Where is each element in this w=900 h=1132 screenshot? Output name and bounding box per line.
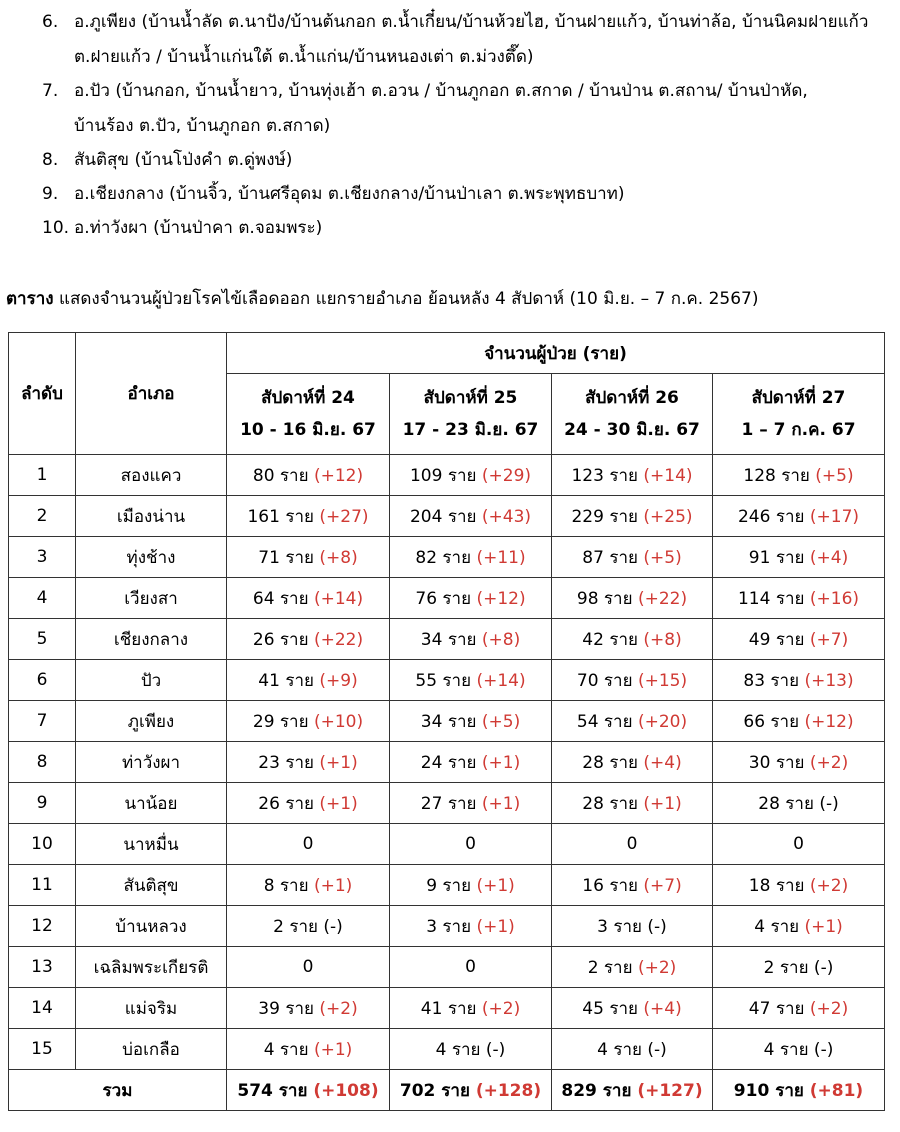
case-count: 161 ราย bbox=[247, 506, 314, 527]
case-delta: (+8) bbox=[643, 629, 682, 650]
case-delta: (+1) bbox=[481, 752, 521, 773]
case-cell bbox=[227, 660, 390, 701]
week-title: สัปดาห์ที่ 26 bbox=[585, 388, 679, 408]
list-item bbox=[0, 211, 900, 246]
case-delta: (+43) bbox=[481, 506, 532, 527]
table-row bbox=[9, 783, 885, 824]
case-cell bbox=[390, 701, 552, 742]
case-delta: (+17) bbox=[809, 506, 860, 527]
case-count: 26 ราย bbox=[252, 629, 309, 650]
total-cell bbox=[552, 1070, 713, 1111]
case-count: 229 ราย bbox=[571, 506, 638, 527]
total-delta: (+81) bbox=[809, 1080, 864, 1101]
table-row bbox=[9, 578, 885, 619]
case-cell bbox=[552, 660, 713, 701]
case-delta: (+14) bbox=[476, 670, 526, 691]
total-value: 910 ราย bbox=[733, 1080, 804, 1101]
case-cell bbox=[227, 947, 390, 988]
table-body bbox=[9, 455, 885, 1070]
case-count: 24 ราย bbox=[420, 752, 477, 773]
case-delta: (+8) bbox=[481, 629, 521, 650]
case-count: 0 bbox=[302, 834, 314, 854]
case-delta: (+1) bbox=[319, 793, 358, 814]
case-delta: (+5) bbox=[643, 547, 682, 568]
row-number: 2 bbox=[9, 496, 76, 537]
table-row bbox=[9, 947, 885, 988]
caption-label: ตาราง bbox=[6, 289, 54, 309]
list-item-number: 8. bbox=[42, 150, 59, 170]
row-district: ท่าวังผา bbox=[76, 742, 227, 783]
case-count: 64 ราย bbox=[252, 588, 309, 609]
case-cell bbox=[227, 578, 390, 619]
case-delta: (+5) bbox=[481, 711, 521, 732]
case-delta: (+7) bbox=[643, 875, 682, 896]
case-count: 2 ราย (-) bbox=[763, 957, 834, 978]
case-count: 4 ราย (-) bbox=[763, 1039, 834, 1060]
case-cell bbox=[390, 496, 552, 537]
case-count: 9 ราย bbox=[426, 875, 472, 896]
case-cell bbox=[713, 742, 885, 783]
list-item-text: ต.ฝายแก้ว / บ้านน้ำแก่นใต้ ต.น้ำแก่น/บ้านหนองเต่า ต.ม่วงตึ๊ด) bbox=[74, 47, 534, 67]
row-number: 9 bbox=[9, 783, 76, 824]
list-item-text: สันติสุข (บ้านโป่งคำ ต.ดู่พงษ์) bbox=[74, 150, 293, 170]
row-district: นาหมื่น bbox=[76, 824, 227, 865]
case-delta: (+1) bbox=[804, 916, 843, 937]
case-delta: (+4) bbox=[809, 547, 849, 568]
table-row bbox=[9, 619, 885, 660]
list-item-text: อ.ปัว (บ้านกอก, บ้านน้ำยาว, บ้านทุ่งเฮ้า ต.อวน / บ้านภูกอก ต.สกาด / บ้านป่าน ต.สถาน/ บ้านป่าหัด, bbox=[74, 81, 808, 101]
header-patients: จำนวนผู้ป่วย (ราย) bbox=[227, 333, 885, 374]
case-cell bbox=[390, 824, 552, 865]
case-count: 41 ราย bbox=[258, 670, 314, 691]
case-count: 47 ราย bbox=[748, 998, 805, 1019]
case-count: 4 ราย bbox=[263, 1039, 309, 1060]
case-delta: (+2) bbox=[481, 998, 521, 1019]
dengue-table bbox=[8, 332, 885, 1111]
total-value: 574 ราย bbox=[237, 1080, 308, 1101]
row-district: เชียงกลาง bbox=[76, 619, 227, 660]
case-count: 16 ราย bbox=[582, 875, 638, 896]
row-number: 14 bbox=[9, 988, 76, 1029]
row-number: 12 bbox=[9, 906, 76, 947]
case-count: 0 bbox=[465, 834, 476, 854]
case-delta: (+4) bbox=[643, 998, 682, 1019]
case-count: 34 ราย bbox=[420, 711, 477, 732]
case-count: 0 bbox=[793, 834, 804, 854]
case-cell bbox=[713, 578, 885, 619]
case-cell bbox=[713, 947, 885, 988]
case-cell bbox=[713, 455, 885, 496]
case-count: 23 ราย bbox=[258, 752, 314, 773]
row-district: ทุ่งช้าง bbox=[76, 537, 227, 578]
case-delta: (+1) bbox=[313, 875, 353, 896]
case-cell bbox=[552, 742, 713, 783]
row-number: 6 bbox=[9, 660, 76, 701]
case-cell bbox=[713, 496, 885, 537]
case-cell bbox=[227, 988, 390, 1029]
case-cell bbox=[713, 537, 885, 578]
case-delta: (+10) bbox=[313, 711, 364, 732]
case-cell bbox=[552, 455, 713, 496]
case-delta: (+1) bbox=[481, 793, 521, 814]
case-cell bbox=[713, 824, 885, 865]
case-delta: (+11) bbox=[476, 547, 526, 568]
total-cell bbox=[390, 1070, 552, 1111]
header-district: อำเภอ bbox=[76, 333, 227, 455]
case-cell bbox=[390, 455, 552, 496]
case-cell bbox=[227, 906, 390, 947]
case-delta: (+16) bbox=[809, 588, 860, 609]
row-number: 5 bbox=[9, 619, 76, 660]
case-cell bbox=[227, 1029, 390, 1070]
case-cell bbox=[227, 537, 390, 578]
row-number: 3 bbox=[9, 537, 76, 578]
case-cell bbox=[713, 865, 885, 906]
row-district: เมืองน่าน bbox=[76, 496, 227, 537]
header-week bbox=[390, 374, 552, 455]
total-cell bbox=[713, 1070, 885, 1111]
list-item-number: 7. bbox=[42, 81, 59, 101]
week-range: 17 - 23 มิ.ย. 67 bbox=[402, 420, 539, 440]
case-count: 123 ราย bbox=[571, 465, 638, 486]
case-delta: (+1) bbox=[643, 793, 682, 814]
case-count: 76 ราย bbox=[415, 588, 472, 609]
case-count: 34 ราย bbox=[420, 629, 477, 650]
case-count: 128 ราย bbox=[743, 465, 810, 486]
row-number: 10 bbox=[9, 824, 76, 865]
case-delta: (+14) bbox=[643, 465, 693, 486]
list-item-text: อ.เชียงกลาง (บ้านจิ้ว, บ้านศรีอุดม ต.เชียงกลาง/บ้านป่าเลา ต.พระพุทธบาท) bbox=[74, 184, 625, 204]
case-count: 87 ราย bbox=[582, 547, 638, 568]
case-count: 39 ราย bbox=[258, 998, 314, 1019]
table-row bbox=[9, 906, 885, 947]
case-cell bbox=[390, 865, 552, 906]
total-delta: (+127) bbox=[637, 1080, 703, 1101]
week-range: 24 - 30 มิ.ย. 67 bbox=[564, 420, 700, 440]
row-number: 4 bbox=[9, 578, 76, 619]
case-count: 30 ราย bbox=[748, 752, 805, 773]
case-count: 109 ราย bbox=[409, 465, 477, 486]
table-row bbox=[9, 865, 885, 906]
case-count: 83 ราย bbox=[743, 670, 800, 691]
case-cell bbox=[552, 1029, 713, 1070]
case-count: 42 ราย bbox=[582, 629, 638, 650]
case-count: 0 bbox=[302, 957, 314, 977]
row-number: 8 bbox=[9, 742, 76, 783]
case-cell bbox=[227, 619, 390, 660]
case-count: 4 ราย (-) bbox=[597, 1039, 667, 1060]
case-count: 28 ราย bbox=[582, 793, 638, 814]
case-delta: (+20) bbox=[637, 711, 688, 732]
case-cell bbox=[552, 865, 713, 906]
case-cell bbox=[552, 988, 713, 1029]
row-district: บ่อเกลือ bbox=[76, 1029, 227, 1070]
case-count: 71 ราย bbox=[258, 547, 314, 568]
case-delta: (+7) bbox=[809, 629, 849, 650]
table-row bbox=[9, 455, 885, 496]
list-item-text: บ้านร้อง ต.ปัว, บ้านภูกอก ต.สกาด) bbox=[74, 116, 331, 136]
total-value: 702 ราย bbox=[399, 1080, 470, 1101]
case-count: 41 ราย bbox=[420, 998, 477, 1019]
total-delta: (+128) bbox=[475, 1080, 542, 1101]
case-delta: (+14) bbox=[313, 588, 364, 609]
table-row bbox=[9, 537, 885, 578]
total-row bbox=[9, 1070, 885, 1111]
case-delta: (+12) bbox=[804, 711, 854, 732]
case-cell bbox=[390, 537, 552, 578]
case-count: 18 ราย bbox=[748, 875, 805, 896]
list-item bbox=[0, 74, 900, 144]
case-count: 4 ราย bbox=[754, 916, 800, 937]
header-week bbox=[552, 374, 713, 455]
case-delta: (+22) bbox=[313, 629, 364, 650]
total-value: 829 ราย bbox=[561, 1080, 632, 1101]
case-delta: (+29) bbox=[481, 465, 532, 486]
header-week bbox=[227, 374, 390, 455]
total-cell bbox=[227, 1070, 390, 1111]
row-district: นาน้อย bbox=[76, 783, 227, 824]
case-cell bbox=[552, 701, 713, 742]
table-row bbox=[9, 1029, 885, 1070]
case-count: 246 ราย bbox=[737, 506, 805, 527]
table-row bbox=[9, 701, 885, 742]
case-delta: (+5) bbox=[815, 465, 854, 486]
case-count: 80 ราย bbox=[252, 465, 309, 486]
table-row bbox=[9, 988, 885, 1029]
case-cell bbox=[390, 578, 552, 619]
case-delta: (+2) bbox=[809, 752, 849, 773]
list-item-number: 6. bbox=[42, 12, 59, 32]
case-cell bbox=[713, 660, 885, 701]
list-item-text: อ.ภูเพียง (บ้านน้ำลัด ต.นาปัง/บ้านต้นกอก ต.น้ำเกี๋ยน/บ้านห้วยไฮ, บ้านฝายแก้ว, บ้านท่าล้อ, บ้านนิคมฝายแก้ว bbox=[74, 12, 869, 32]
total-delta: (+108) bbox=[313, 1080, 379, 1101]
header-week bbox=[713, 374, 885, 455]
case-cell bbox=[390, 660, 552, 701]
case-count: 66 ราย bbox=[743, 711, 800, 732]
case-cell bbox=[552, 578, 713, 619]
row-district: แม่จริม bbox=[76, 988, 227, 1029]
case-delta: (+1) bbox=[313, 1039, 353, 1060]
case-count: 49 ราย bbox=[748, 629, 805, 650]
case-cell bbox=[227, 865, 390, 906]
case-count: 0 bbox=[465, 957, 476, 977]
list-item-number: 9. bbox=[42, 184, 59, 204]
table-row bbox=[9, 660, 885, 701]
table-row bbox=[9, 496, 885, 537]
row-district: บ้านหลวง bbox=[76, 906, 227, 947]
week-title: สัปดาห์ที่ 24 bbox=[261, 388, 355, 408]
case-cell bbox=[552, 947, 713, 988]
caption-text: แสดงจำนวนผู้ป่วยโรคไข้เลือดออก แยกรายอำเภอ ย้อนหลัง 4 สัปดาห์ (10 มิ.ย. – 7 ก.ค. 2567) bbox=[53, 289, 759, 309]
case-count: 8 ราย bbox=[263, 875, 309, 896]
case-count: 204 ราย bbox=[409, 506, 477, 527]
case-cell bbox=[552, 824, 713, 865]
list-item bbox=[0, 177, 900, 212]
case-count: 2 ราย (-) bbox=[273, 916, 343, 937]
case-cell bbox=[552, 537, 713, 578]
case-cell bbox=[390, 906, 552, 947]
case-delta: (+22) bbox=[637, 588, 688, 609]
case-count: 54 ราย bbox=[576, 711, 633, 732]
case-delta: (+27) bbox=[319, 506, 369, 527]
case-count: 27 ราย bbox=[420, 793, 477, 814]
case-delta: (+4) bbox=[643, 752, 682, 773]
case-count: 45 ราย bbox=[582, 998, 638, 1019]
case-count: 29 ราย bbox=[252, 711, 309, 732]
case-count: 3 ราย bbox=[426, 916, 472, 937]
table-caption bbox=[6, 285, 759, 312]
case-delta: (+12) bbox=[313, 465, 364, 486]
case-cell bbox=[713, 701, 885, 742]
case-cell bbox=[390, 947, 552, 988]
case-cell bbox=[713, 988, 885, 1029]
row-district: สันติสุข bbox=[76, 865, 227, 906]
case-delta: (+1) bbox=[476, 875, 515, 896]
case-delta: (+9) bbox=[319, 670, 358, 691]
case-count: 28 ราย bbox=[582, 752, 638, 773]
case-delta: (+2) bbox=[809, 998, 849, 1019]
case-cell bbox=[390, 619, 552, 660]
case-count: 82 ราย bbox=[415, 547, 472, 568]
case-cell bbox=[713, 906, 885, 947]
case-cell bbox=[390, 783, 552, 824]
list-item bbox=[0, 5, 900, 75]
case-cell bbox=[227, 742, 390, 783]
case-delta: (+2) bbox=[637, 957, 677, 978]
row-district: ปัว bbox=[76, 660, 227, 701]
case-delta: (+2) bbox=[809, 875, 849, 896]
case-count: 70 ราย bbox=[576, 670, 633, 691]
case-cell bbox=[713, 783, 885, 824]
case-count: 4 ราย (-) bbox=[435, 1039, 506, 1060]
case-delta: (+1) bbox=[319, 752, 358, 773]
case-delta: (+25) bbox=[643, 506, 693, 527]
table-row bbox=[9, 742, 885, 783]
table-row bbox=[9, 824, 885, 865]
case-cell bbox=[390, 742, 552, 783]
row-district: เฉลิมพระเกียรติ bbox=[76, 947, 227, 988]
case-count: 3 ราย (-) bbox=[597, 916, 667, 937]
case-count: 91 ราย bbox=[748, 547, 805, 568]
row-number: 11 bbox=[9, 865, 76, 906]
case-cell bbox=[713, 1029, 885, 1070]
case-cell bbox=[713, 619, 885, 660]
case-cell bbox=[227, 701, 390, 742]
case-cell bbox=[390, 988, 552, 1029]
case-delta: (+15) bbox=[637, 670, 688, 691]
case-delta: (+1) bbox=[476, 916, 515, 937]
case-count: 0 bbox=[626, 834, 638, 854]
case-count: 114 ราย bbox=[737, 588, 805, 609]
case-cell bbox=[552, 906, 713, 947]
week-title: สัปดาห์ที่ 27 bbox=[751, 388, 846, 408]
case-cell bbox=[552, 783, 713, 824]
case-count: 26 ราย bbox=[258, 793, 314, 814]
row-number: 13 bbox=[9, 947, 76, 988]
row-number: 7 bbox=[9, 701, 76, 742]
list-item-number: 10. bbox=[42, 218, 70, 238]
case-delta: (+12) bbox=[476, 588, 526, 609]
total-label: รวม bbox=[9, 1070, 227, 1111]
case-count: 2 ราย bbox=[587, 957, 633, 978]
case-cell bbox=[227, 496, 390, 537]
case-count: 55 ราย bbox=[415, 670, 472, 691]
week-range: 10 - 16 มิ.ย. 67 bbox=[240, 420, 376, 440]
case-cell bbox=[227, 783, 390, 824]
row-number: 15 bbox=[9, 1029, 76, 1070]
case-cell bbox=[390, 1029, 552, 1070]
list-item bbox=[0, 143, 900, 178]
row-district: ภูเพียง bbox=[76, 701, 227, 742]
case-delta: (+2) bbox=[319, 998, 358, 1019]
list-item-text: อ.ท่าวังผา (บ้านป่าคา ต.จอมพระ) bbox=[74, 218, 323, 238]
week-title: สัปดาห์ที่ 25 bbox=[423, 388, 518, 408]
row-number: 1 bbox=[9, 455, 76, 496]
row-district: เวียงสา bbox=[76, 578, 227, 619]
case-delta: (+8) bbox=[319, 547, 358, 568]
case-cell bbox=[227, 824, 390, 865]
week-range: 1 – 7 ก.ค. 67 bbox=[741, 420, 856, 440]
case-cell bbox=[227, 455, 390, 496]
case-delta: (+13) bbox=[804, 670, 854, 691]
case-cell bbox=[552, 619, 713, 660]
row-district: สองแคว bbox=[76, 455, 227, 496]
case-count: 98 ราย bbox=[576, 588, 633, 609]
case-count: 28 ราย (-) bbox=[758, 793, 839, 814]
case-cell bbox=[552, 496, 713, 537]
header-order: ลำดับ bbox=[9, 333, 76, 455]
